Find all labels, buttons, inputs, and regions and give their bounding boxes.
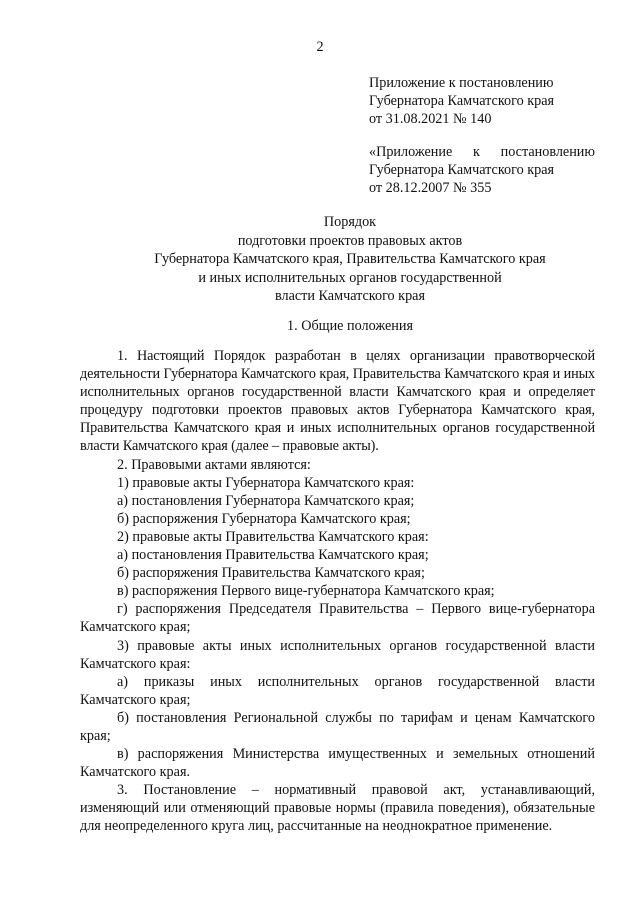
paragraph: а) постановления Губернатора Камчатского края; xyxy=(117,492,415,509)
appendix-current-line-1: Приложение к постановлению xyxy=(369,75,554,91)
appendix-current-line-2: Губернатора Камчатского края xyxy=(369,93,555,109)
appendix-original-line-1: «Приложение к постановлению xyxy=(369,144,595,160)
appendix-original-block xyxy=(369,143,595,197)
paragraph: 2) правовые акты Правительства Камчатского края: xyxy=(117,528,429,545)
appendix-original-line-3: от 28.12.2007 № 355 xyxy=(369,180,492,196)
document-title xyxy=(80,213,620,306)
paragraph: в) распоряжения Первого вице-губернатора Камчатского края; xyxy=(117,583,495,600)
appendix-current-line-3: от 31.08.2021 № 140 xyxy=(369,111,492,127)
page-number: 2 xyxy=(316,39,324,55)
section-heading: 1. Общие положения xyxy=(287,318,413,334)
title-line-2: подготовки проектов правовых актов xyxy=(237,232,463,249)
appendix-original-line-2: Губернатора Камчатского края xyxy=(369,162,555,178)
paragraph: 2. Правовыми актами являются: xyxy=(117,456,311,473)
title-line-4: и иных исполнительных органов государственной xyxy=(198,269,502,286)
title-line-1: Порядок xyxy=(323,214,377,230)
appendix-current-block xyxy=(369,74,595,128)
paragraph: 1. Настоящий Порядок разработан в целях организации правотворческой деятельности Губернатора Камчатского края, Правительства Камчатского края и иных исполнительных органов государственной власти Камчатского края и определяет процедуру подготовки проектов правовых актов Губернатора Камчатского края, Правительства Камчатского края и иных исполнительных органов государственной власти Камчатского края (далее – правовые акты). xyxy=(80,348,595,455)
title-line-3: Губернатора Камчатского края, Правительства Камчатского края xyxy=(154,251,546,268)
document-body xyxy=(80,347,595,836)
paragraph: б) распоряжения Правительства Камчатского края; xyxy=(117,565,425,582)
paragraph: б) распоряжения Губернатора Камчатского края; xyxy=(117,510,411,527)
paragraph: б) постановления Региональной службы по тарифам и ценам Камчатского края; xyxy=(80,709,595,744)
paragraph: а) приказы иных исполнительных органов государственной власти Камчатского края; xyxy=(80,673,595,708)
paragraph: 3) правовые акты иных исполнительных органов государственной власти Камчатского края: xyxy=(80,637,595,672)
paragraph: в) распоряжения Министерства имущественных и земельных отношений Камчатского края. xyxy=(80,746,595,781)
title-line-5: власти Камчатского края xyxy=(275,288,425,305)
paragraph: а) постановления Правительства Камчатского края; xyxy=(117,547,429,564)
paragraph: 1) правовые акты Губернатора Камчатского края: xyxy=(117,474,415,491)
paragraph: г) распоряжения Председателя Правительства – Первого вице-губернатора Камчатского края; xyxy=(80,601,595,636)
paragraph: 3. Постановление – нормативный правовой акт, устанавливающий, изменяющий или отменяющий правовые нормы (правила поведения), обязательные для неопределенного круга лиц, рассчитанные на неоднократное применение. xyxy=(80,782,595,835)
